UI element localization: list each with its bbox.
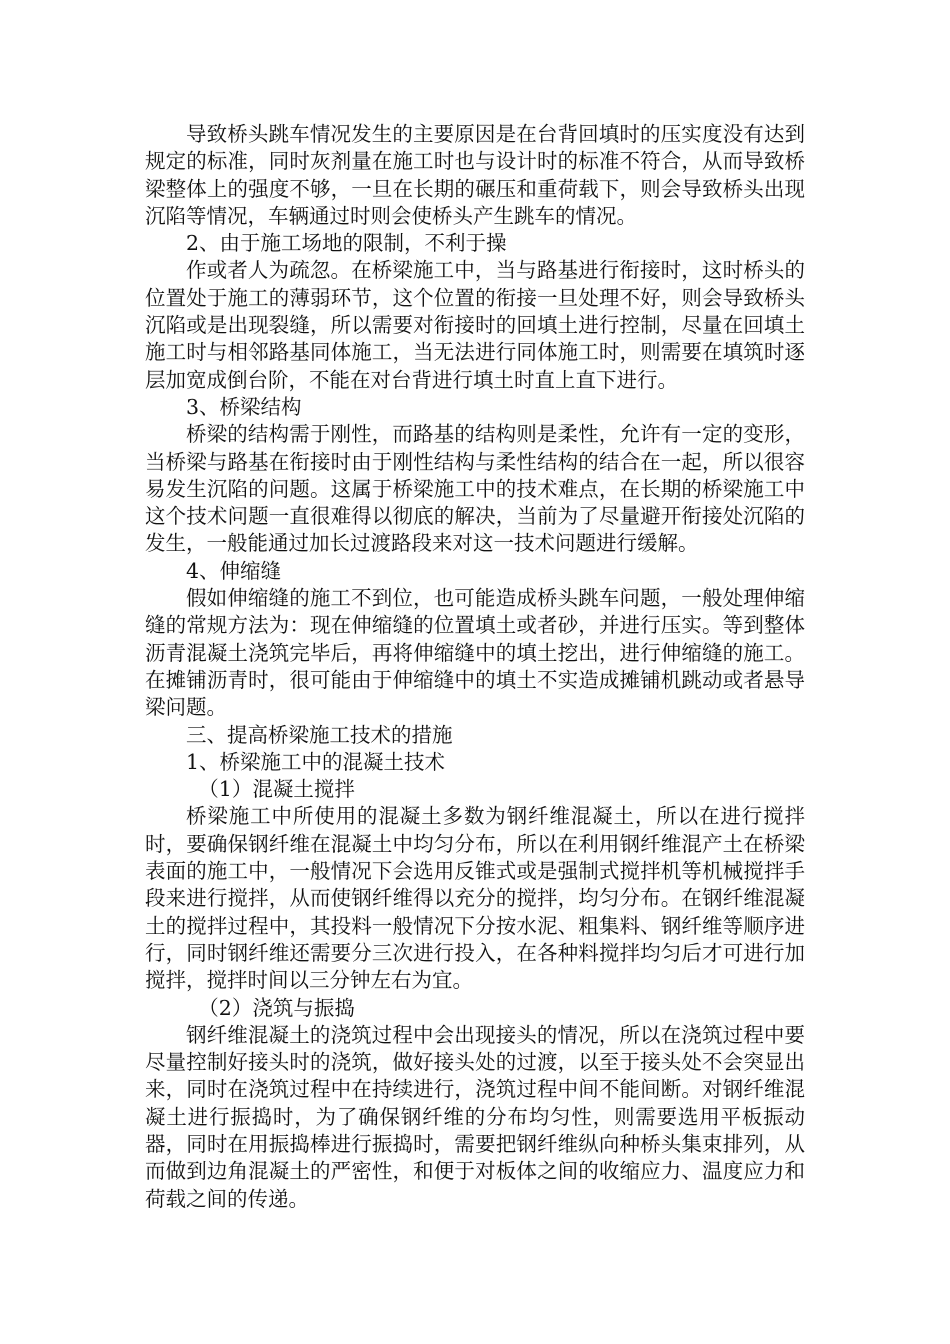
subsection-heading: （1）混凝土搅拌 bbox=[198, 777, 355, 802]
chapter-heading: 三、提高桥梁施工技术的措施 bbox=[186, 722, 453, 747]
section-heading: 3、桥梁结构 bbox=[186, 394, 302, 419]
document-body bbox=[145, 121, 805, 1213]
paragraph: 桥梁施工中所使用的混凝土多数为钢纤维混凝土，所以在进行搅拌时，要确保钢纤维在混凝土中均匀分布，所以在利用钢纤维混产土在桥梁表面的施工中，一般情况下会选用反锥式或是强制式搅拌机等机械搅拌手段来进行搅拌，从而使钢纤维得以充分的搅拌，均匀分布。在钢纤维混凝土的搅拌过程中，其投料一般情况下分按水泥、粗集料、钢纤维等顺序进行，同时钢纤维还需要分三次进行投入，在各种料搅拌均匀后才可进行加搅拌，搅拌时间以三分钟左右为宜。 bbox=[145, 804, 805, 993]
paragraph: 假如伸缩缝的施工不到位，也可能造成桥头跳车问题，一般处理伸缩缝的常规方法为：现在伸缩缝的位置填土或者砂，并进行压实。等到整体沥青混凝土浇筑完毕后，再将伸缩缝中的填土挖出，进行伸缩缝的施工。在摊铺沥青时，很可能由于伸缩缝中的填土不实造成摊铺机跳动或者悬导梁问题。 bbox=[145, 586, 805, 720]
paragraph: 钢纤维混凝土的浇筑过程中会出现接头的情况，所以在浇筑过程中要尽量控制好接头时的浇筑，做好接头处的过渡，以至于接头处不会突显出来，同时在浇筑过程中在持续进行，浇筑过程中间不能间断。对钢纤维混凝土进行振捣时，为了确保钢纤维的分布均匀性，则需要选用平板振动器，同时在用振捣棒进行振捣时，需要把钢纤维纵向种桥头集束排列，从而做到边角混凝土的严密性，和便于对板体之间的收缩应力、温度应力和荷载之间的传递。 bbox=[145, 1022, 805, 1211]
section-heading: 1、桥梁施工中的混凝土技术 bbox=[186, 749, 446, 774]
paragraph: 导致桥头跳车情况发生的主要原因是在台背回填时的压实度没有达到规定的标准，同时灰剂量在施工时也与设计时的标准不符合，从而导致桥梁整体上的强度不够，一旦在长期的碾压和重荷载下，则会导致桥头出现沉陷等情况，车辆通过时则会使桥头产生跳车的情况。 bbox=[145, 122, 805, 228]
section-heading: 4、伸缩缝 bbox=[186, 558, 282, 583]
section-heading: 2、由于施工场地的限制，不利于操 bbox=[186, 231, 507, 256]
paragraph: 作或者人为疏忽。在桥梁施工中，当与路基进行衔接时，这时桥头的位置处于施工的薄弱环节，这个位置的衔接一旦处理不好，则会导致桥头沉陷或是出现裂缝，所以需要对衔接时的回填土进行控制，尽量在回填土施工时与相邻路基同体施工，当无法进行同体施工时，则需要在填筑时逐层加宽成倒台阶，不能在对台背进行填土时直上直下进行。 bbox=[145, 258, 805, 392]
paragraph: 桥梁的结构需于刚性，而路基的结构则是柔性，允许有一定的变形，当桥梁与路基在衔接时由于刚性结构与柔性结构的结合在一起，所以很容易发生沉陷的问题。这属于桥梁施工中的技术难点，在长期的桥梁施工中这个技术问题一直很难得以彻底的解决，当前为了尽量避开衔接处沉陷的发生，一般能通过加长过渡路段来对这一技术问题进行缓解。 bbox=[145, 422, 805, 556]
subsection-heading: （2）浇筑与振捣 bbox=[198, 995, 355, 1020]
